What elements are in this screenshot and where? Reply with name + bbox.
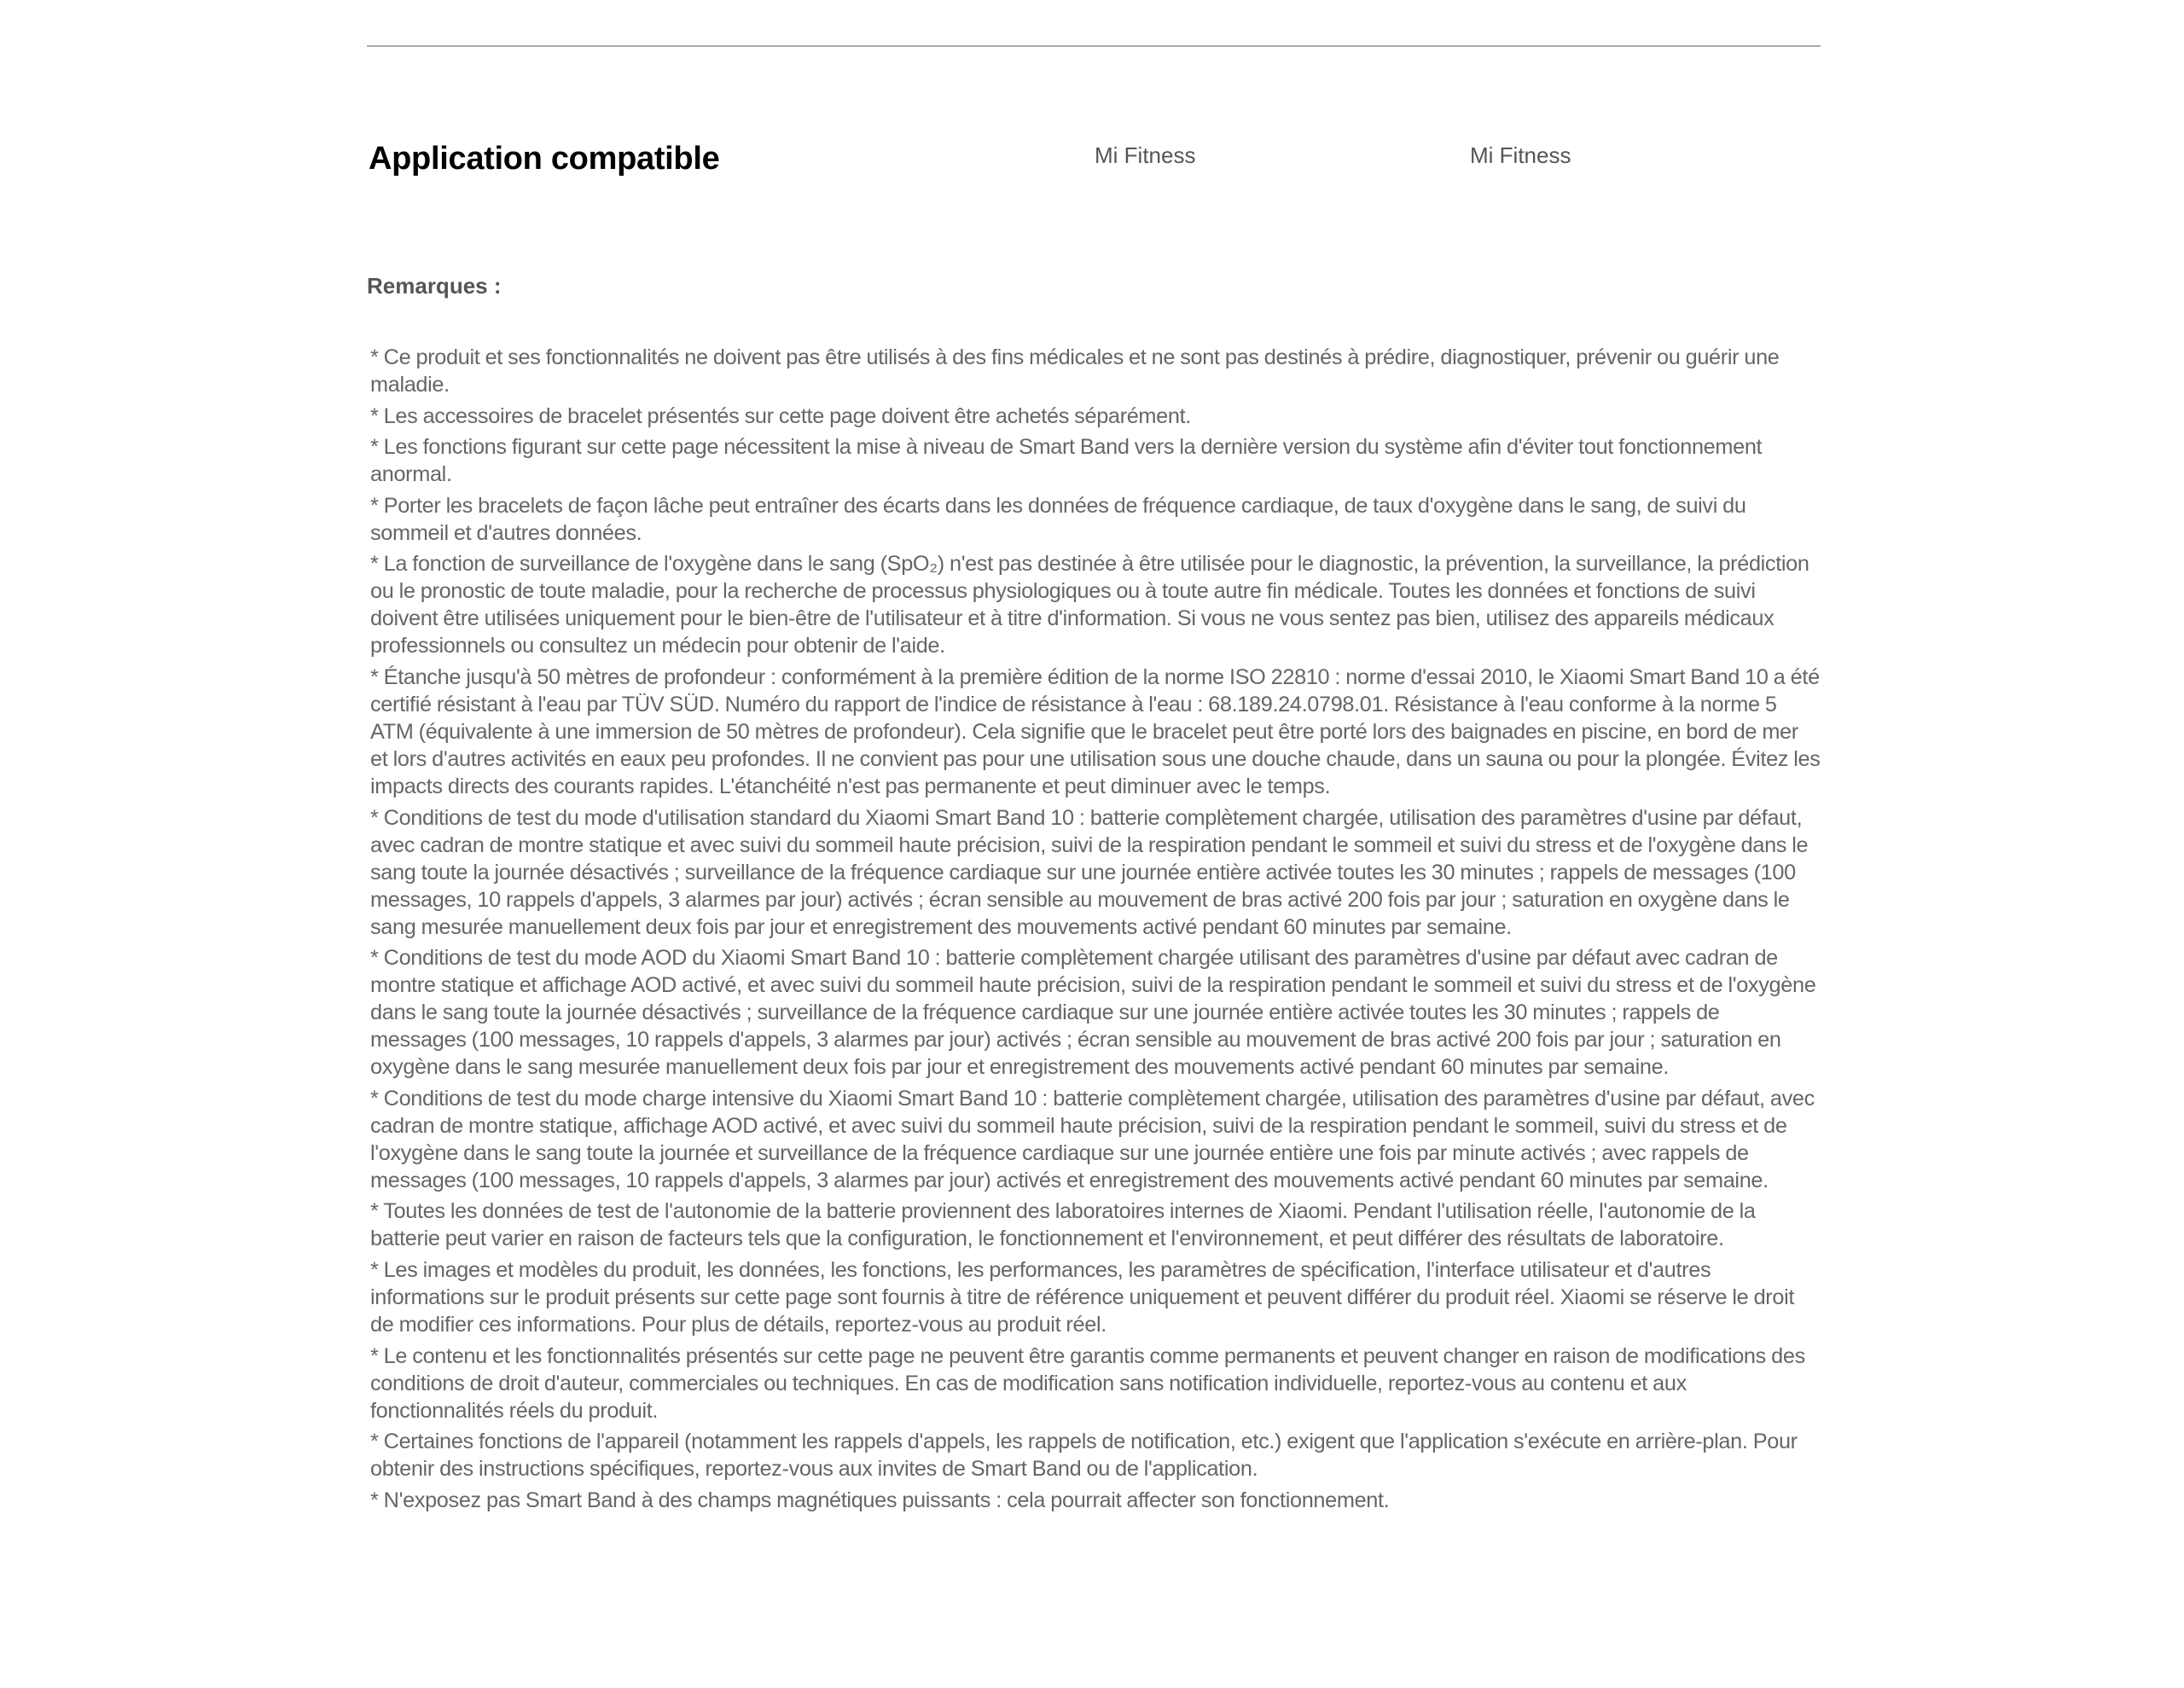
remark-item: * Ce produit et ses fonctionnalités ne doivent pas être utilisés à des fins médicales et ne sont pas destinés à prédire, diagnostiquer, prévenir ou guérir une maladie. [370,345,1780,397]
spec-row-compatible-app [367,136,1821,188]
remark-item: * Conditions de test du mode d'utilisation standard du Xiaomi Smart Band 10 : batterie complètement chargée, utilisation des paramètres d'usine par défaut, avec cadran de montre statique et avec suivi du sommeil haute précision, suivi de la respiration pendant le sommeil et suivi du stress et de l'oxygène dans le sang toute la journée désactivés ; surveillance de la fréquence cardiaque sur une journée entière activée toutes les 30 minutes ; rappels de messages (100 messages, 10 rappels d'appels, 3 alarmes par jour) activés ; écran sensible au mouvement de bras activé 200 fois par jour ; saturation en oxygène dans le sang mesurée manuellement deux fois par jour et enregistrement des mouvements activé pendant 60 minutes par semaine. [370,805,1809,939]
remark-item: * Porter les bracelets de façon lâche peut entraîner des écarts dans les données de fréquence cardiaque, de taux d'oxygène dans le sang, de suivi du sommeil et d'autres données. [370,493,1746,545]
spec-value: Mi Fitness [1095,142,1196,168]
remark-item: * Conditions de test du mode charge intensive du Xiaomi Smart Band 10 : batterie complètement chargée, utilisation des paramètres d'usine par défaut, avec cadran de montre statique, affichage AOD activé, et avec suivi du sommeil haute précision, suivi de la respiration pendant le sommeil, suivi du stress et de l'oxygène dans le sang toute la journée et surveillance de la fréquence cardiaque sur une journée entière une fois par minute activés ; avec rappels de messages (100 messages, 10 rappels d'appels, 3 alarmes par jour) activés et enregistrement des mouvements activé pendant 60 minutes par semaine. [370,1086,1815,1192]
remark-item: * Toutes les données de test de l'autonomie de la batterie proviennent des laboratoires internes de Xiaomi. Pendant l'utilisation réelle, l'autonomie de la batterie peut varier en raison de facteurs tels que la configuration, le fonctionnement et l'environnement, et peut différer des résultats de laboratoire. [370,1199,1756,1251]
remark-item: * Certaines fonctions de l'appareil (notamment les rappels d'appels, les rappels de notification, etc.) exigent que l'application s'exécute en arrière-plan. Pour obtenir des instructions spécifiques, reportez-vous aux invites de Smart Band ou de l'application. [370,1430,1798,1482]
remark-item: * Étanche jusqu'à 50 mètres de profondeur : conformément à la première édition de la norme ISO 22810 : norme d'essai 2010, le Xiaomi Smart Band 10 a été certifié résistant à l'eau par TÜV SÜD. Numéro du rapport de l'indice de résistance à l'eau : 68.189.24.0798.01. Résistance à l'eau conforme à la norme 5 ATM (équivalente à une immersion de 50 mètres de profondeur). Cela signifie que le bracelet peut être porté lors des baignades en piscine, en bord de mer et lors d'autres activités en eaux peu profondes. Il ne convient pas pour une utilisation sous une douche chaude, dans un sauna ou pour la plongée. Évitez les impacts directs des courants rapides. L'étanchéité n'est pas permanente et peut diminuer avec le temps. [370,664,1821,798]
spec-label: Application compatible [369,141,720,177]
remark-item: * Les accessoires de bracelet présentés sur cette page doivent être achetés séparément. [370,403,1191,428]
spec-value: Mi Fitness [1470,142,1571,168]
remark-item: * Conditions de test du mode AOD du Xiaomi Smart Band 10 : batterie complètement chargée utilisant des paramètres d'usine par défaut avec cadran de montre statique et affichage AOD activé, et avec suivi du sommeil haute précision, suivi de la respiration pendant le sommeil et suivi du stress et de l'oxygène dans le sang toute la journée désactivés ; surveillance de la fréquence cardiaque sur une journée entière activée toutes les 30 minutes ; rappels de messages (100 messages, 10 rappels d'appels, 3 alarmes par jour) activés ; écran sensible au mouvement de bras activé 200 fois par jour ; saturation en oxygène dans le sang mesurée manuellement deux fois par jour et enregistrement des mouvements activé pendant 60 minutes par semaine. [370,946,1816,1080]
section-divider [367,45,1821,47]
remark-item: * N'exposez pas Smart Band à des champs magnétiques puissants : cela pourrait affecter son fonctionnement. [370,1488,1390,1512]
remark-item: * Les images et modèles du produit, les données, les fonctions, les performances, les paramètres de spécification, l'interface utilisateur et d'autres informations sur le produit présents sur cette page sont fournis à titre de référence uniquement et peuvent différer du produit réel. Xiaomi se réserve le droit de modifier ces informations. Pour plus de détails, reportez-vous au produit réel. [370,1257,1795,1337]
remark-item: * La fonction de surveillance de l'oxygène dans le sang (SpO₂) n'est pas destinée à être utilisée pour le diagnostic, la prévention, la surveillance, la prédiction ou le pronostic de toute maladie, pour la recherche de processus physiologiques ou à toute autre fin médicale. Toutes les données et fonctions de suivi doivent être utilisées uniquement pour le bien-être de l'utilisateur et à titre d'information. Si vous ne vous sentez pas bien, utilisez des appareils médicaux professionnels ou consultez un médecin pour obtenir de l'aide. [370,552,1809,658]
remark-item: * Le contenu et les fonctionnalités présentés sur cette page ne peuvent être garantis comme permanents et peuvent changer en raison de modifications des conditions de droit d'auteur, commerciales ou techniques. En cas de modification sans notification individuelle, reportez-vous au contenu et aux fonctionnalités réels du produit. [370,1343,1805,1423]
remark-item: * Les fonctions figurant sur cette page nécessitent la mise à niveau de Smart Band vers la dernière version du système afin d'éviter tout fonctionnement anormal. [370,435,1763,487]
remarks-heading: Remarques : [367,273,502,299]
remarks-list [370,344,1821,1517]
